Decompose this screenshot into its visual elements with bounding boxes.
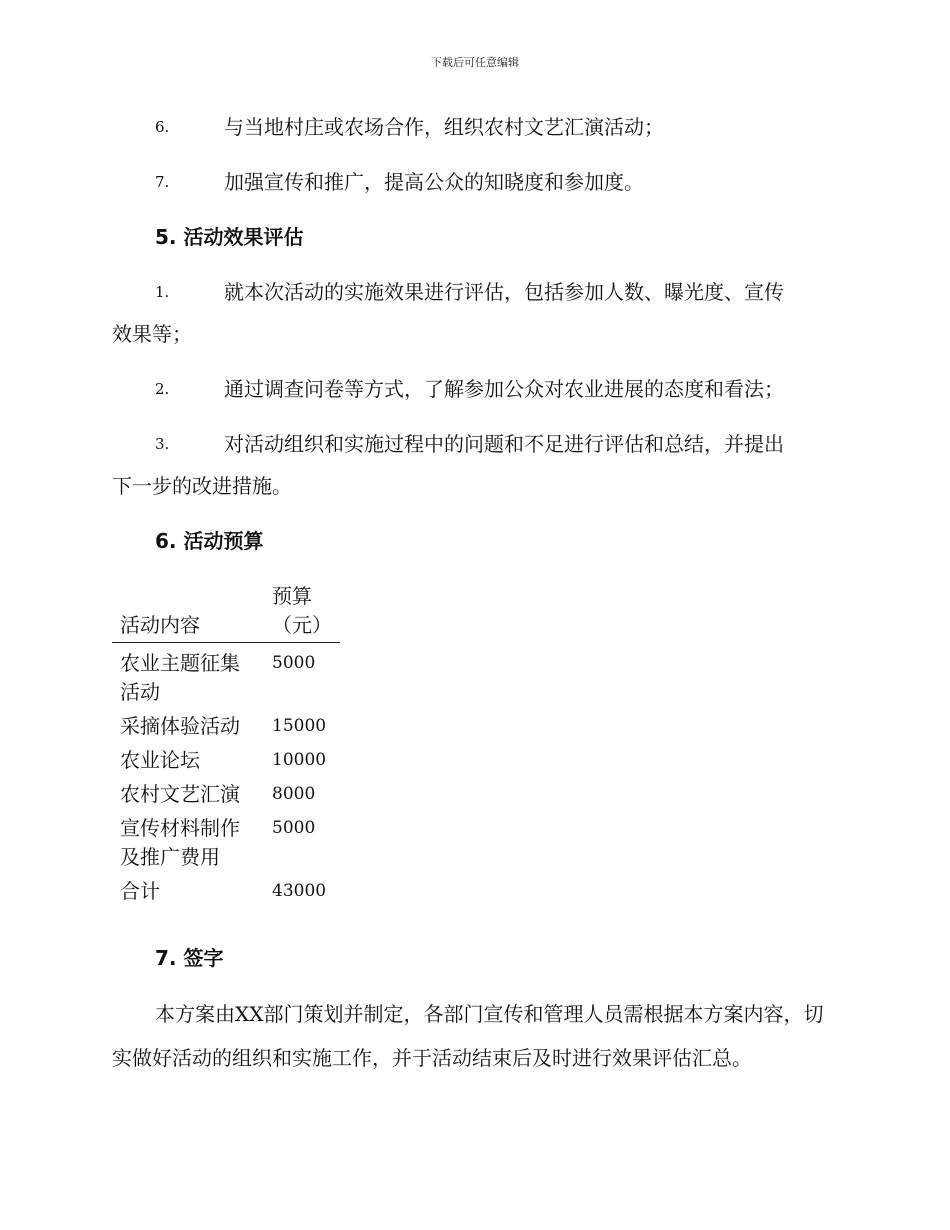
activity-cell: 宣传材料制作及推广费用 [120, 816, 240, 869]
list-item-text: 对活动组织和实施过程中的问题和不足进行评估和总结，并提出 [224, 432, 784, 456]
table-row [112, 809, 340, 872]
page-header: 下载后可任意编辑 [431, 56, 519, 69]
activity-cell: 采摘体验活动 [120, 714, 240, 738]
table-row [112, 643, 340, 708]
list-item-number: 2. [155, 380, 170, 398]
list-item-text: 就本次活动的实施效果进行评估，包括参加人数、曝光度、宣传 [224, 280, 784, 304]
budget-table [112, 582, 340, 906]
table-row [112, 741, 340, 775]
section-heading: 6. 活动预算 [155, 529, 264, 553]
column-header-budget: 预算（元） [264, 582, 340, 643]
section-heading: 5. 活动效果评估 [155, 225, 304, 249]
list-item-text: 通过调查问卷等方式，了解参加公众对农业进展的态度和看法； [224, 377, 784, 401]
budget-cell: 43000 [272, 881, 327, 901]
activity-cell: 农业主题征集活动 [120, 651, 240, 704]
section-heading: 7. 签字 [155, 946, 224, 970]
budget-cell: 5000 [272, 818, 316, 838]
activity-cell: 农村文艺汇演 [120, 782, 240, 806]
list-item [112, 106, 832, 148]
table-row [112, 775, 340, 809]
budget-cell: 5000 [272, 653, 316, 673]
list-item-number: 3. [155, 435, 170, 453]
list-item-text-continued: 效果等； [112, 322, 192, 346]
list-item [112, 423, 832, 507]
budget-cell: 10000 [272, 750, 327, 770]
table-row [112, 872, 340, 906]
table-header-row [112, 582, 340, 643]
list-item-number: 1. [155, 283, 170, 301]
list-item-text: 加强宣传和推广，提高公众的知晓度和参加度。 [224, 170, 644, 194]
activity-cell: 农业论坛 [120, 748, 200, 772]
signature-paragraph: 本方案由XX部门策划并制定，各部门宣传和管理人员需根据本方案内容，切实做好活动的组织和实施工作，并于活动结束后及时进行效果评估汇总。 [112, 1002, 824, 1070]
budget-cell: 8000 [272, 784, 316, 804]
column-header-activity: 活动内容 [112, 582, 264, 643]
list-item [112, 271, 832, 355]
list-item-text: 与当地村庄或农场合作，组织农村文艺汇演活动； [224, 115, 664, 139]
list-item [112, 161, 832, 203]
list-item-text-continued: 下一步的改进措施。 [112, 474, 292, 498]
activity-cell: 合计 [120, 879, 160, 903]
budget-cell: 15000 [272, 716, 327, 736]
table-row [112, 707, 340, 741]
list-item-number: 7. [155, 173, 170, 191]
list-item-number: 6. [155, 118, 170, 136]
list-item [112, 368, 832, 410]
